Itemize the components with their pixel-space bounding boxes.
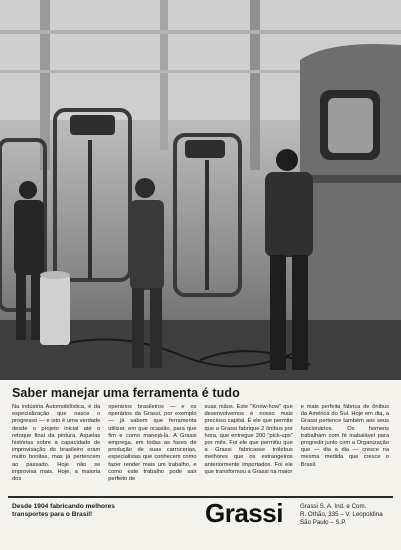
company-name: Grassi S. A. Ind. e Com. <box>300 503 367 510</box>
steel-column <box>250 0 260 170</box>
headline: Saber manejar uma ferramenta é tudo <box>12 386 240 400</box>
body-column: e mais perfeita fábrica de ônibus da América do Sul. Hoje em dia, a Grassi pertence também aos seus funcionários. Os homens trabalham com fé inabalável para progredir junto com a Organização que — dia a dia — cresce na mesma medida que cresce o Brasil. <box>300 404 389 468</box>
body-column: suas mãos. Este "Know-how" que desenvolvemos é nosso mais precioso capital. É ele que permite que a Grassi fabrique 2 ônibus por hora, que entregue 200 "pick-ups" por mês. Foi ele que permitiu que a Grassi fabricasse trólebus melhores que os estrangeiros anteriormente importados. Foi ele que transformou a Grassi na maior <box>204 404 293 475</box>
company-info <box>300 503 395 527</box>
body-text <box>12 404 389 494</box>
company-address: R. Othão, 335 – V. Leopoldina <box>300 511 383 518</box>
body-column: operários brasileiros — e os operários da Grassi, por exemplo — já sabem que ferramenta utilizar, em que ocasião, para que fim e como manejá-la. A Grassi emprega, em todas as fases de produção de suas carrocerias, especialistas que conhecem como fazer render mais um trabalho, e como este trabalho pode sair perfeito de <box>108 404 197 483</box>
company-city: São Paulo – S.P. <box>300 519 347 526</box>
worker-left <box>14 181 44 340</box>
bus-body-right <box>300 44 401 330</box>
steel-column <box>160 0 168 150</box>
tagline: Desde 1904 fabricando melhores transportes para o Brasil! <box>12 503 115 518</box>
paint-drum <box>40 271 70 345</box>
body-column: Na indústria Automobilística, é da especialização que nasce o progresso — e isto é uma verdade desde o projeto inicial até o retoque final da pintura. Aquelas histórias sobre a capacidade de improvisação do brasileiro eram muito bonitas, mas já pertencem ao passado. Hoje não se improvisa mais. Hoje, a maioria dos <box>12 404 101 483</box>
grassi-logo: Grassi <box>205 498 283 528</box>
divider-rule <box>8 496 393 498</box>
